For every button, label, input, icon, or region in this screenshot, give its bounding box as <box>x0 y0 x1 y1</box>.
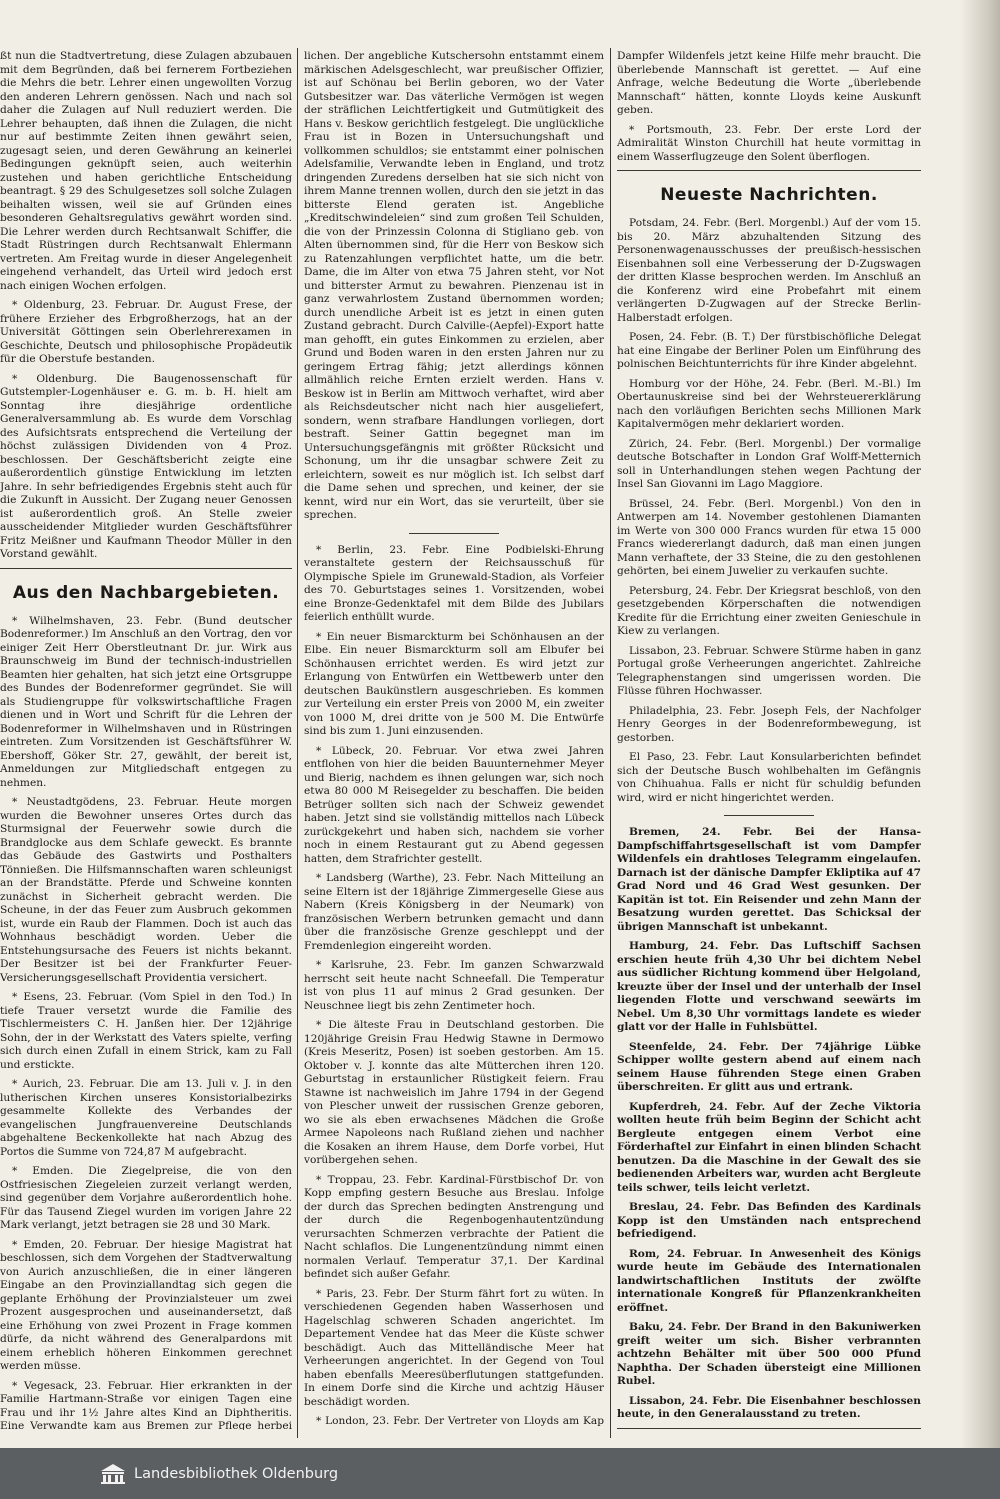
section-heading-nachbargebiete: Aus den Nachbargebieten. <box>12 582 280 603</box>
article: * Oldenburg, 23. Februar. Dr. August Frese, der frühere Erzieher des Erbgroßherzogs, hat an der Universität Göttingen sein Oberlehrerexamen in Geschichte, Deutsch und philosophische Propädeutik für die Oberstufe bestanden. <box>0 299 292 365</box>
article: Rom, 24. Februar. In Anwesenheit des Königs wurde heute im Gebäude des Internationalen landwirtschaftlichen Instituts der zwölfte internationale Kongreß für Pflanzenkrankheiten eröffnet. <box>617 1247 921 1314</box>
article: lichen. Der angebliche Kutschersohn entstammt einem märkischen Adelsgeschlecht, war preußischer Offizier, ist auf Schönau bei Berlin geboren, wo der Vater Gutsbesitzer war. Das väterliche Vermögen ist wegen der sträflichen Leichtfertigkeit und Gutmütigkeit des Hans v. Beskow gerichtlich festgelegt. Die unglückliche Frau ist in Bozen in Untersuchungshaft und vollkommen schuldlos; sie entstammt einer polnischen Adelsfamilie, Verwandte leben in England, und trotz dringenden Zuredens derselben hat sie sich nicht von ihrem Manne trennen wollen, durch den sie jetzt in das bitterste Elend geraten ist. Angebliche „Kreditschwindeleien“ sind zum großen Teil Schulden, die von der Prinzessin Colonna di Stigliano geb. von Alten übernommen sind, für die Herr von Beskow sich zu Ratenzahlungen verpflichtet hatte, um die betr. Dame, die im Alter von etwa 75 Jahren steht, vor Not und bitterster Armut zu bewahren. Pienzenau ist in ganz verwahrlostem Zustand übernommen worden; durch unendliche Arbeit ist es jetzt in einen guten Zustand gebracht. Durch Calville-(Aepfel)-Export hatte man gehofft, ein gutes Einkommen zu erzielen, aber Grund und Boden waren in den ersten Jahren nur zu geringem Ertrag fähig; jetzt allerdings können allmählich reiche Ernten erzielt werden. Hans v. Beskow ist in Berlin am Mittwoch verhaftet, wird aber als Reichsdeutscher nicht nach hier ausgeliefert, sondern, wenn strafbare Handlungen vorliegen, dort bestraft. Seiner Gattin begegnet man im Untersuchungsgefängnis mit größter Rücksicht und Schonung, um ihr die unsagbar schwere Zeit zu erleichtern, soweit es nur möglich ist. Ich selbst darf die Dame sehen und sprechen, und keiner, der sie kennt, wird nur ein Wort, das sie verurteilt, über sie sprechen. <box>304 50 604 521</box>
article: * Berlin, 23. Febr. Eine Podbielski-Ehrung veranstaltete gestern der Reichsausschuß für Olympische Spiele im Grunewald-Stadion, als Vorfeier des 70. Geburtstages seines 1. Vorsitzenden, wobei eine Bronze-Gedenktafel mit dem Bilde des Jubilars feierlich enthüllt wurde. <box>304 543 604 623</box>
article: Steenfelde, 24. Febr. Der 74jährige Lübke Schipper wollte gestern abend auf einem nach seinem Hause führenden Stege einen Graben überschreiten. Er glitt aus und ertrank. <box>617 1040 921 1093</box>
divider <box>0 568 292 569</box>
column-rule-2 <box>610 48 611 1438</box>
article: El Paso, 23. Febr. Laut Konsularberichten befindet sich der Deutsche Busch wohlbehalten im Gefängnis von Chihuahua. Falls er nicht für schuldig befunden wird, wird er nicht hingerichtet werden. <box>617 751 921 804</box>
library-footer <box>0 1448 1000 1499</box>
article: Breslau, 24. Febr. Das Befinden des Kardinals Kopp ist den Umständen nach entsprechend befriedigend. <box>617 1201 921 1240</box>
article: * London, 23. Febr. Der Vertreter von Lloyds am Kap <box>316 1415 604 1427</box>
article: Philadelphia, 23. Febr. Joseph Fels, der Nachfolger Henry Georges in der Bodenreformbewegung, ist gestorben. <box>617 704 921 744</box>
article: * Lübeck, 20. Februar. Vor etwa zwei Jahren entflohen von hier die beiden Bauunternehmer Meyer und Bierig, nachdem es ihnen gelungen war, sich noch etwa 80 000 M Reisegelder zu beschaffen. Die beiden Betrüger sollten sich nach der Schweiz gewendet haben. Jetzt sind sie vollständig mittellos nach Lübeck zurückgekehrt und haben sich, nachdem sie vorher noch in einem Restaurant gut zu Abend gegessen hatten, dem Strafrichter gestellt. <box>304 744 604 865</box>
article: Lissabon, 24. Febr. Die Eisenbahner beschlossen heute, in den Generalausstand zu treten. <box>617 1394 921 1420</box>
article: Homburg vor der Höhe, 24. Febr. (Berl. M.-Bl.) Im Obertaunuskreise sind bei der Wehrsteuererklärung nach den vorläufigen Berichten sechs Millionen Mark Kapitalvermögen mehr deklariert worden. <box>617 377 921 430</box>
article: Lissabon, 23. Februar. Schwere Stürme haben in ganz Portugal große Verheerungen angerichtet. Zahlreiche Telegraphenstangen sind umgerissen worden. Die Flüsse führen Hochwasser. <box>617 644 921 697</box>
article: * Emden. Die Ziegelpreise, die von den Ostfriesischen Ziegeleien zurzeit verlangt werden, sind gegenüber dem Vorjahre außerordentlich hohe. Für das Tausend Ziegel wurden im vorigen Jahre 22 Mark verlangt, jetzt betragen sie 28 und 30 Mark. <box>0 1165 292 1231</box>
library-name: Landesbibliothek Oldenburg <box>134 1465 339 1482</box>
article: * Portsmouth, 23. Febr. Der erste Lord der Admiralität Winston Churchill hat heute vormittag in einem Wasserflugzeuge den Solent überflogen. <box>617 123 921 163</box>
article: * Karlsruhe, 23. Febr. Im ganzen Schwarzwald herrscht seit heute nacht Schneefall. Die Temperatur ist von plus 11 auf minus 2 Grad gesunken. Der Neuschnee liegt bis zehn Zentimeter hoch. <box>304 959 604 1012</box>
article: * Neustadtgödens, 23. Februar. Heute morgen wurden die Bewohner unseres Ortes durch das Sturmsignal der Feuerwehr sowie durch die Brandglocke aus dem Schlafe geweckt. Es brannte das Gebäude des Gastwirts und Posthalters Tönnießen. Die Hilfsmannschaften waren schleunigst an der Brandstätte. Pferde und Schweine konnten zunächst in Sicherheit gebracht werden. Die Scheune, in der das Feuer zum Ausbruch gekommen ist, wurde ein Raub der Flammen. Doch ist auch das Wohnhaus beschädigt worden. Ueber die Entstehungsursache des Feuers ist nichts bekannt. Der Besitzer ist bei der Frankfurter Feuer-Versicherungsgesellschaft Providentia versichert. <box>0 796 292 984</box>
article: * Wilhelmshaven, 23. Febr. (Bund deutscher Bodenreformer.) Im Anschluß an den Vortrag, den vor einiger Zeit Herr Oberstleutnant Dr. jur. Wirk aus Braunschweig im Bund der technisch-industriellen Beamten hier gehalten, hat sich jetzt eine Ortsgruppe des Bundes der Bodenreformer gegründet. Sie will als Studiengruppe für volkswirtschaftliche Fragen dienen und in Wort und Schrift für die Lehren der Bodenreformer in Wilhelmshaven und in Rüstringen eintreten. Zum Vorsitzenden ist Geschäftsführer W. Ebershoff, Göker Str. 27, gewählt, der bereit ist, Anmeldungen zur Mitgliedschaft entgegen zu nehmen. <box>0 614 292 789</box>
article: * Aurich, 23. Februar. Die am 13. Juli v. J. in den lutherischen Kirchen unseres Konsistorialbezirks gesammelte Kollekte des Verbandes der evangelischen Jungfrauenvereine Deutschlands abgehaltene Beckenkollekte hat nach Abzug des Portos die Summe von 724,87 M aufgebracht. <box>0 1078 292 1158</box>
article: Brüssel, 24. Febr. (Berl. Morgenbl.) Von den in Antwerpen am 14. November gestohlenen Diamanten im Werte von 300 000 Francs wurden für etwa 15 000 Francs wiedererlangt dadurch, daß man einen jungen Mann verhaftete, der 33 Steine, die zu den gestohlenen gehörten, bei einem Juwelier zu verkaufen suchte. <box>617 497 921 577</box>
article: * Troppau, 23. Febr. Kardinal-Fürstbischof Dr. von Kopp empfing gestern Besuche aus Breslau. Infolge der durch das Sprechen bedingten Anstrengung und der durch die Regenbogenhautentzündung verursachten Schmerzen verbrachte der Patient die Nacht schlaflos. Die Lungenentzündung nimmt einen normalen Verlauf. Temperatur 37,1. Der Kardinal befindet sich außer Gefahr. <box>304 1173 604 1280</box>
section-heading-neueste-nachrichten: Neueste Nachrichten. <box>660 185 878 205</box>
divider <box>617 170 921 171</box>
divider <box>724 815 814 816</box>
article: Kupferdreh, 24. Febr. Auf der Zeche Viktoria wollten heute früh beim Beginn der Schicht acht Bergleute entgegen einem Verbot eine Förderhaftel zur Einfahrt in einen blinden Schacht benutzen. Da die Maschine in der Gewalt des sie bedienenden Arbeiters war, wurden acht Bergleute teils schwer, teils leicht verletzt. <box>617 1100 921 1194</box>
article: * Paris, 23. Febr. Der Sturm fährt fort zu wüten. In verschiedenen Gegenden haben Wasserhosen und Hagelschlag schweren Schaden angerichtet. Im Departement Vendee hat das Meer die Küste schwer beschädigt. Auch das Mittelländische Meer hat Verheerungen angerichtet. In der Gegend von Toul haben ebenfalls Meeresüberflutungen stattgefunden. In einem Dorfe sind die Kirche und achtzig Häuser beschädigt worden. <box>304 1287 604 1408</box>
column-2 <box>304 50 604 1430</box>
column-1 <box>0 50 292 1430</box>
article: Baku, 24. Febr. Der Brand in den Bakuniwerken greift weiter um sich. Bisher verbrannten achtzehn Behälter mit über 500 000 Pfund Naphtha. Der Schaden übersteigt eine Millionen Rubel. <box>617 1321 921 1387</box>
article: Hamburg, 24. Febr. Das Luftschiff Sachsen erschien heute früh 4,30 Uhr bei dichtem Nebel aus südlicher Richtung kommend über Helgoland, kreuzte über der Insel und der unterhalb der Insel liegenden Flotte und verschwand seewärts im Nebel. Um 8,30 Uhr vormittags landete es wieder glatt vor der Halle in Fuhlsbüttel. <box>617 940 921 1033</box>
column-3 <box>617 50 921 1430</box>
article: * Oldenburg. Die Baugenossenschaft für Gutstempler-Logenhäuser e. G. m. b. H. hielt am Sonntag ihre diesjährige ordentliche Generalversammlung ab. Es wurde dem Vorschlag des Aufsichtsrats entsprechend die Verteilung der höchst zulässigen Dividenden von 4 Proz. beschlossen. Der Geschäftsbericht zeigte eine außerordentlich günstige Entwicklung im letzten Jahre. In sehr befriedigendes Ergebnis steht auch für die Zukunft in Aussicht. Der Zugang neuer Genossen ist außerordentlich groß. An Stelle zweier ausscheidender Mitglieder wurden Geschäftsführer Fritz Meißner und Kaufmann Theodor Müller in den Vorstand gewählt. <box>0 372 292 560</box>
library-building-icon <box>100 1463 126 1485</box>
article: * Die älteste Frau in Deutschland gestorben. Die 120jährige Greisin Frau Hedwig Stawne in Dermowo (Kreis Meseritz, Posen) ist soeben gestorben. Am 15. Oktober v. J. konnte das alte Mütterchen ihren 120. Geburtstag in erstaunlicher Rüstigkeit feiern. Frau Stawne ist nachweislich im Jahre 1794 in der Gegend von Plescher unweit der russischen Grenze geboren, wo sie als eben erwachsenes Mädchen die Große Armee Napoleons nach Rußland ziehen und nachher die Kosaken an ihrem Hause, dem Dorfe vorbei, Hut vorübergehen sehen. <box>304 1019 604 1166</box>
article: Petersburg, 24. Febr. Der Kriegsrat beschloß, von den gesetzgebenden Körperschaften die notwendigen Kredite für die Errichtung einer zweiten Genieschule in Kiew zu verlangen. <box>617 584 921 637</box>
article: Zürich, 24. Febr. (Berl. Morgenbl.) Der vormalige deutsche Botschafter in London Graf Wolff-Metternich soll in Unterhandlungen stehen wegen Pachtung der Insel San Giovanni im Lago Maggiore. <box>617 437 921 490</box>
article: Potsdam, 24. Febr. (Berl. Morgenbl.) Auf der vom 15. bis 20. März abzuhaltenden Sitzung des Personenwagenausschusses der preußisch-hessischen Eisenbahnen soll eine Verbesserung der D-Zugswagen der dritten Klasse besprochen werden. Im Anschluß an die Konferenz wird eine Probefahrt mit einem verlängerten D-Zugwagen auf der Strecke Berlin-Halberstadt erfolgen. <box>617 217 921 324</box>
article: * Emden, 20. Februar. Der hiesige Magistrat hat beschlossen, sich dem Vorgehen der Stadtverwaltung von Aurich anzuschließen, die in einer längeren Eingabe an den Provinziallandtag sich gegen die geplante Erhöhung der Provinzialsteuer um zwei Prozent ausgesprochen und auseinandersetzt, daß eine Erhöhung von zwei Prozent in Frage kommen dürfe, da nicht während des Generalpardons mit einem erheblich höheren Einkommen gerechnet werden müsse. <box>0 1238 292 1372</box>
article: Posen, 24. Febr. (B. T.) Der fürstbischöfliche Delegat hat eine Eingabe der Berliner Polen um Einführung des polnischen Beichtunterrichts für ihre Kinder abgelehnt. <box>617 331 921 370</box>
divider <box>409 533 499 534</box>
article: Dampfer Wildenfels jetzt keine Hilfe mehr braucht. Die überlebende Mannschaft ist gerettet. — Auf eine Anfrage, welche Bedeutung die Worte „überlebende Mannschaft“ hätten, konnte Lloyds keine Auskunft geben. <box>617 50 921 116</box>
article: * Landsberg (Warthe), 23. Febr. Nach Mitteilung an seine Eltern ist der 18jährige Zimmergeselle Giese aus Nabern (Kreis Königsberg in der Neumark) von französischen Werbern betrunken gemacht und dann über die französische Grenze geschleppt und der Fremdenlegion eingereiht worden. <box>304 872 604 952</box>
article: * Ein neuer Bismarckturm bei Schönhausen an der Elbe. Ein neuer Bismarckturm soll am Elbufer bei Schönhausen errichtet werden. Es wird jetzt zur Erlangung von Entwürfen ein Wettbewerb unter den deutschen Baukünstlern ausgeschrieben. Es kommen zur Verteilung ein erster Preis von 2000 M, ein zweiter von 1000 M, drei dritte von je 500 M. Die Entwürfe sind bis zum 1. Juni einzusenden. <box>304 630 604 737</box>
page-edge-shadow <box>960 0 1000 1448</box>
column-rule-1 <box>297 48 298 1438</box>
divider <box>617 1428 921 1429</box>
article: ßt nun die Stadtvertretung, diese Zulagen abzubauen mit dem Begründen, daß bei fernerem Fortbeziehen die Mehrs die betr. Lehrer einen ungewollten Vorzug den anderen Lehrern genössen. Nach und nach sol daher die Zulagen auf Null reduziert werden. Die Lehrer behaupten, daß ihnen die Zulagen, die nicht nur auf bestimmte Zeiten ihnen gewährt seien, zugesagt seien, und deren Gewährung an keinerlei Bedingungen geknüpft seien, auch weiterhin zustehen und haben gerichtliche Entscheidung beantragt. § 29 des Schulgesetzes soll solche Zulagen beihalten wissen, weil sie auf Gründen eines besonderen Gehaltsregulativs gewährt worden sind. Die Lehrer werden durch Rechtsanwalt Schiffer, die Stadt Rüstringen durch Rechtsanwalt Ehlermann vertreten. Am Freitag wurde in dieser Angelegenheit eingehend verhandelt, das Urteil wird jedoch erst nach einigen Wochen erfolgen. <box>0 50 292 292</box>
article: * Esens, 23. Februar. (Vom Spiel in den Tod.) In tiefe Trauer versetzt wurde die Familie des Tischlermeisters C. H. Janßen hier. Der 12jährige Sohn, der in der Werkstatt des Vaters spielte, verfing sich durch einen Zufall in einem Strick, kam zu Fall und erstickte. <box>0 991 292 1071</box>
article: * Vegesack, 23. Februar. Hier erkrankten in der Familie Hartmann-Straße vor einigen Tagen eine Frau und ihr 1½ Jahre altes Kind an Diphtheritis. Eine Verwandte kam aus Bremen zur Pflege herbei <box>0 1379 292 1430</box>
article: Bremen, 24. Febr. Bei der Hansa-Dampfschiffahrtsgesellschaft ist vom Dampfer Wildenfels ein drahtloses Telegramm eingelaufen. Darnach ist der dänische Dampfer Ekliptika auf 47 Grad Nord und 46 Grad West gesunken. Der Kapitän ist tot. Ein Reisender und zehn Mann der Besatzung wurden gerettet. Das Schicksal der übrigen Mannschaft ist unbekannt. <box>617 826 921 933</box>
